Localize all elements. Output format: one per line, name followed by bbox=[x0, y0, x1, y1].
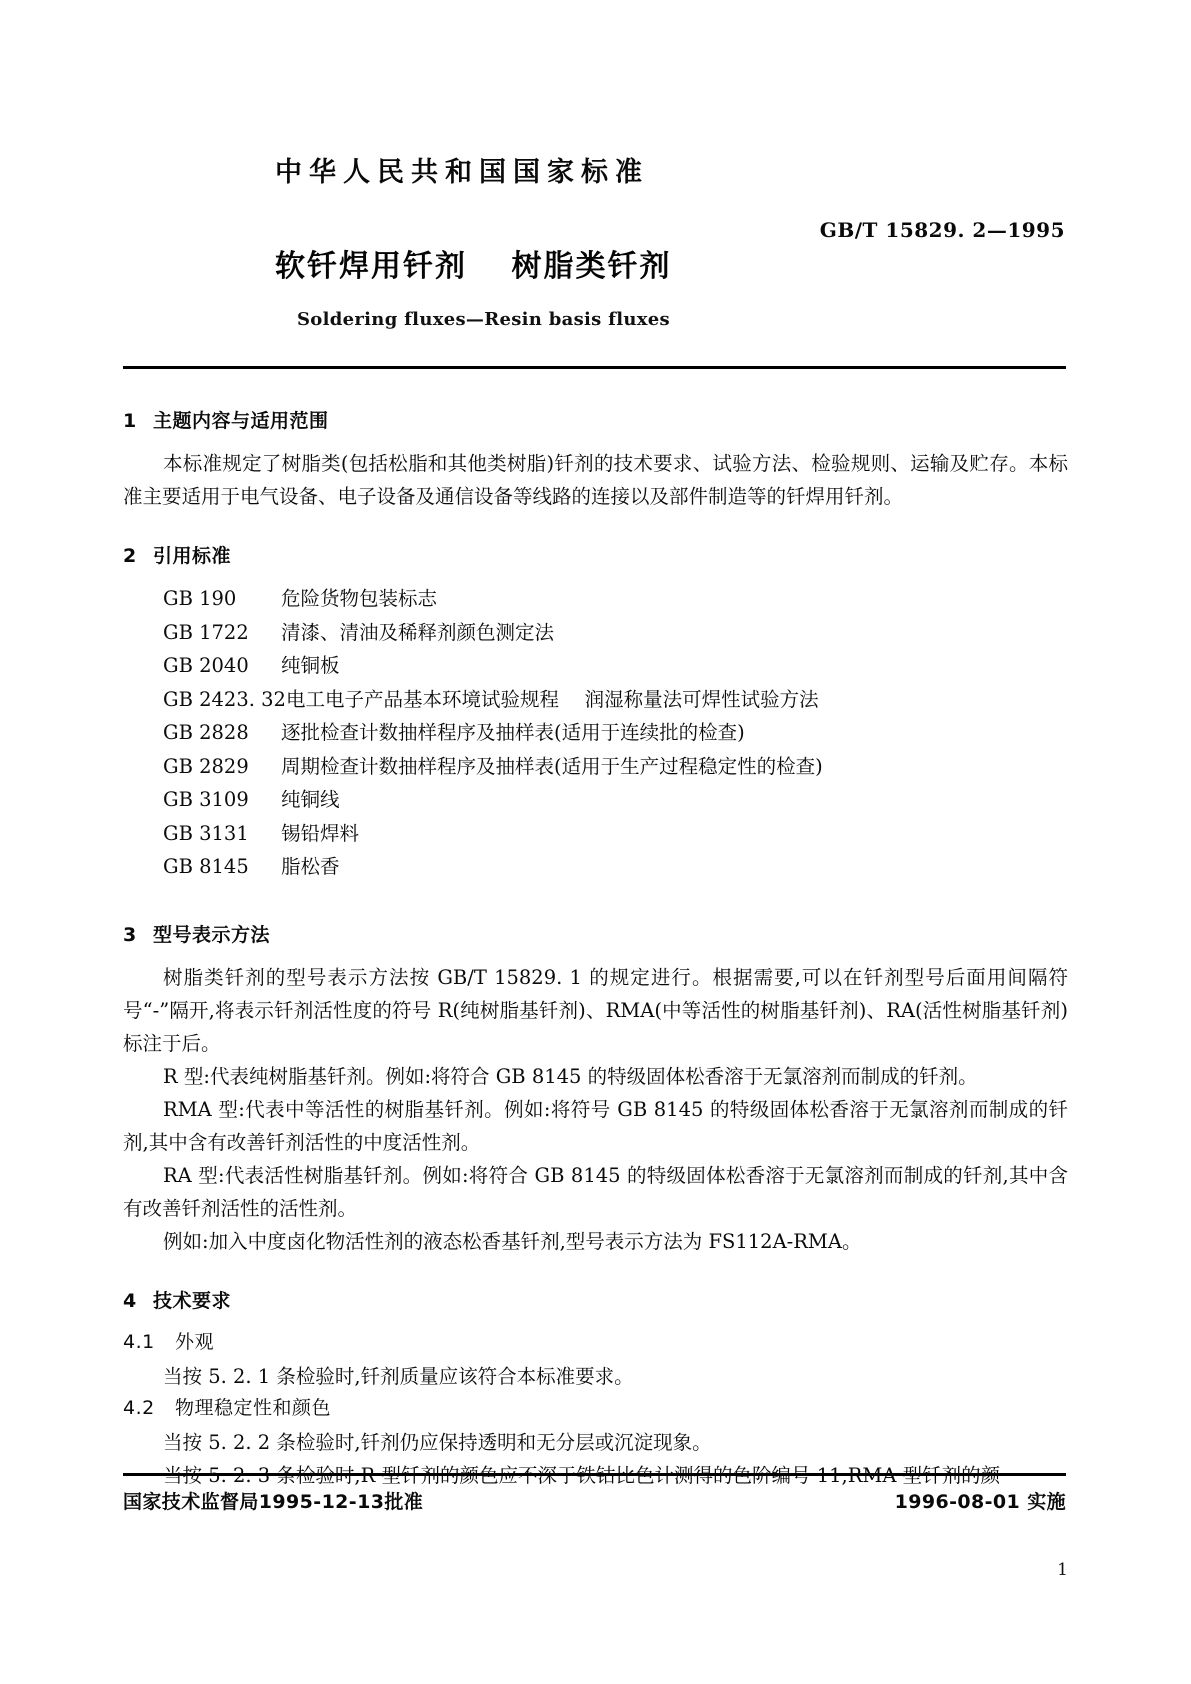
section-4-2-title: 物理稳定性和颜色 bbox=[175, 1396, 332, 1419]
reference-code: GB 2040 bbox=[163, 654, 249, 677]
section-3-heading bbox=[123, 920, 1068, 947]
list-item bbox=[123, 750, 1068, 784]
section-3-paragraph-rma-type: RMA 型:代表中等活性的树脂基钎剂。例如:将符号 GB 8145 的特级固体松香溶于无氯溶剂而制成的钎剂,其中含有改善钎剂活性的中度活性剂。 bbox=[123, 1097, 1068, 1154]
section-1-heading bbox=[123, 406, 1068, 433]
section-4-2-paragraph-2: 当按 5. 2. 3 条检验时,R 型钎剂的颜色应不深于铁钴比色计测得的色阶编号 11,RMA 型钎剂的颜 bbox=[163, 1463, 1001, 1487]
reference-name: 逐批检查计数抽样程序及抽样表(适用于连续批的检查) bbox=[281, 721, 745, 744]
document-subtitle-english: Soldering fluxes—Resin basis fluxes bbox=[297, 309, 670, 330]
footer-divider-rule bbox=[123, 1473, 1066, 1476]
section-3-number: 3 bbox=[123, 923, 137, 946]
approval-statement: 国家技术监督局1995-12-13批准 bbox=[123, 1491, 424, 1513]
reference-code: GB 8145 bbox=[163, 855, 249, 878]
document-body bbox=[123, 406, 1068, 1508]
section-2-title: 引用标准 bbox=[153, 545, 232, 567]
reference-code: GB 2423. 32 bbox=[163, 687, 286, 711]
reference-code: GB 3131 bbox=[163, 821, 249, 845]
section-4-1-heading bbox=[123, 1327, 1068, 1354]
section-4-1-number: 4.1 bbox=[123, 1330, 155, 1353]
section-1 bbox=[123, 406, 1068, 513]
section-2 bbox=[123, 541, 1068, 884]
spacer bbox=[123, 1274, 1068, 1286]
reference-name: 脂松香 bbox=[281, 855, 340, 878]
reference-code: GB 2829 bbox=[163, 754, 249, 778]
implementation-date: 1996-08-01 实施 bbox=[894, 1491, 1066, 1513]
section-3-title: 型号表示方法 bbox=[153, 923, 271, 946]
masthead bbox=[125, 150, 1065, 330]
page-footer bbox=[123, 1487, 1066, 1514]
section-3-paragraph-1: 树脂类钎剂的型号表示方法按 GB/T 15829. 1 的规定进行。根据需要,可以在钎剂型号后面用间隔符号“-”隔开,将表示钎剂活性度的符号 R(纯树脂基钎剂)、RMA(中等活性的树脂基钎剂)、RA(活性树脂基钎剂)标注于后。 bbox=[123, 965, 1068, 1055]
referenced-standards-list bbox=[123, 582, 1068, 884]
reference-code: GB 1722 bbox=[163, 620, 249, 644]
section-4 bbox=[123, 1286, 1068, 1492]
section-2-heading bbox=[123, 541, 1068, 568]
section-1-paragraph: 本标准规定了树脂类(包括松脂和其他类树脂)钎剂的技术要求、试验方法、检验规则、运输及贮存。本标准主要适用于电气设备、电子设备及通信设备等线路的连接以及部件制造等的钎焊用钎剂。 bbox=[123, 452, 1068, 508]
section-4-2-paragraph-1: 当按 5. 2. 2 条检验时,钎剂仍应保持透明和无分层或沉淀现象。 bbox=[163, 1430, 712, 1454]
section-2-number: 2 bbox=[123, 545, 137, 567]
reference-name: 锡铅焊料 bbox=[281, 821, 360, 845]
spacer bbox=[123, 900, 1068, 920]
section-3-paragraph-ra-type: RA 型:代表活性树脂基钎剂。例如:将符合 GB 8145 的特级固体松香溶于无氯溶剂而制成的钎剂,其中含有改善钎剂活性的活性剂。 bbox=[123, 1163, 1068, 1220]
national-standard-title: 中华人民共和国国家标准 bbox=[275, 157, 649, 188]
section-4-2-number: 4.2 bbox=[123, 1396, 155, 1419]
list-item bbox=[123, 850, 1068, 884]
reference-code: GB 3109 bbox=[163, 788, 249, 811]
section-4-2-heading bbox=[123, 1393, 1068, 1420]
section-4-number: 4 bbox=[123, 1289, 137, 1312]
section-1-title: 主题内容与适用范围 bbox=[153, 410, 329, 432]
list-item bbox=[123, 817, 1068, 851]
reference-name: 危险货物包装标志 bbox=[281, 587, 438, 610]
section-1-number: 1 bbox=[123, 410, 137, 432]
section-3-paragraph-example: 例如:加入中度卤化物活性剂的液态松香基钎剂,型号表示方法为 FS112A-RMA。 bbox=[163, 1229, 862, 1253]
section-4-heading bbox=[123, 1286, 1068, 1313]
list-item bbox=[123, 683, 1068, 717]
list-item bbox=[123, 582, 1068, 616]
page-number: 1 bbox=[1057, 1560, 1068, 1580]
list-item bbox=[123, 649, 1068, 683]
section-3 bbox=[123, 920, 1068, 1258]
header-divider-rule bbox=[123, 366, 1066, 369]
reference-name: 周期检查计数抽样程序及抽样表(适用于生产过程稳定性的检查) bbox=[281, 754, 823, 778]
list-item bbox=[123, 783, 1068, 817]
reference-name: 纯铜线 bbox=[281, 788, 340, 811]
section-4-1-title: 外观 bbox=[175, 1330, 215, 1353]
list-item bbox=[123, 616, 1068, 650]
list-item bbox=[123, 716, 1068, 750]
reference-name: 电工电子产品基本环境试验规程 润湿称量法可焊性试验方法 bbox=[285, 687, 819, 711]
section-3-paragraph-r-type: R 型:代表纯树脂基钎剂。例如:将符合 GB 8145 的特级固体松香溶于无氯溶剂而制成的钎剂。 bbox=[163, 1064, 978, 1088]
reference-code: GB 2828 bbox=[163, 721, 249, 744]
section-4-title: 技术要求 bbox=[153, 1289, 232, 1312]
document-title: 软钎焊用钎剂 树脂类钎剂 bbox=[275, 249, 672, 284]
section-4-1-paragraph: 当按 5. 2. 1 条检验时,钎剂质量应该符合本标准要求。 bbox=[163, 1364, 634, 1388]
spacer bbox=[123, 529, 1068, 541]
standard-number: GB/T 15829. 2—1995 bbox=[819, 218, 1065, 242]
reference-code: GB 190 bbox=[163, 587, 237, 610]
reference-name: 纯铜板 bbox=[281, 654, 340, 677]
reference-name: 清漆、清油及稀释剂颜色测定法 bbox=[281, 620, 555, 644]
